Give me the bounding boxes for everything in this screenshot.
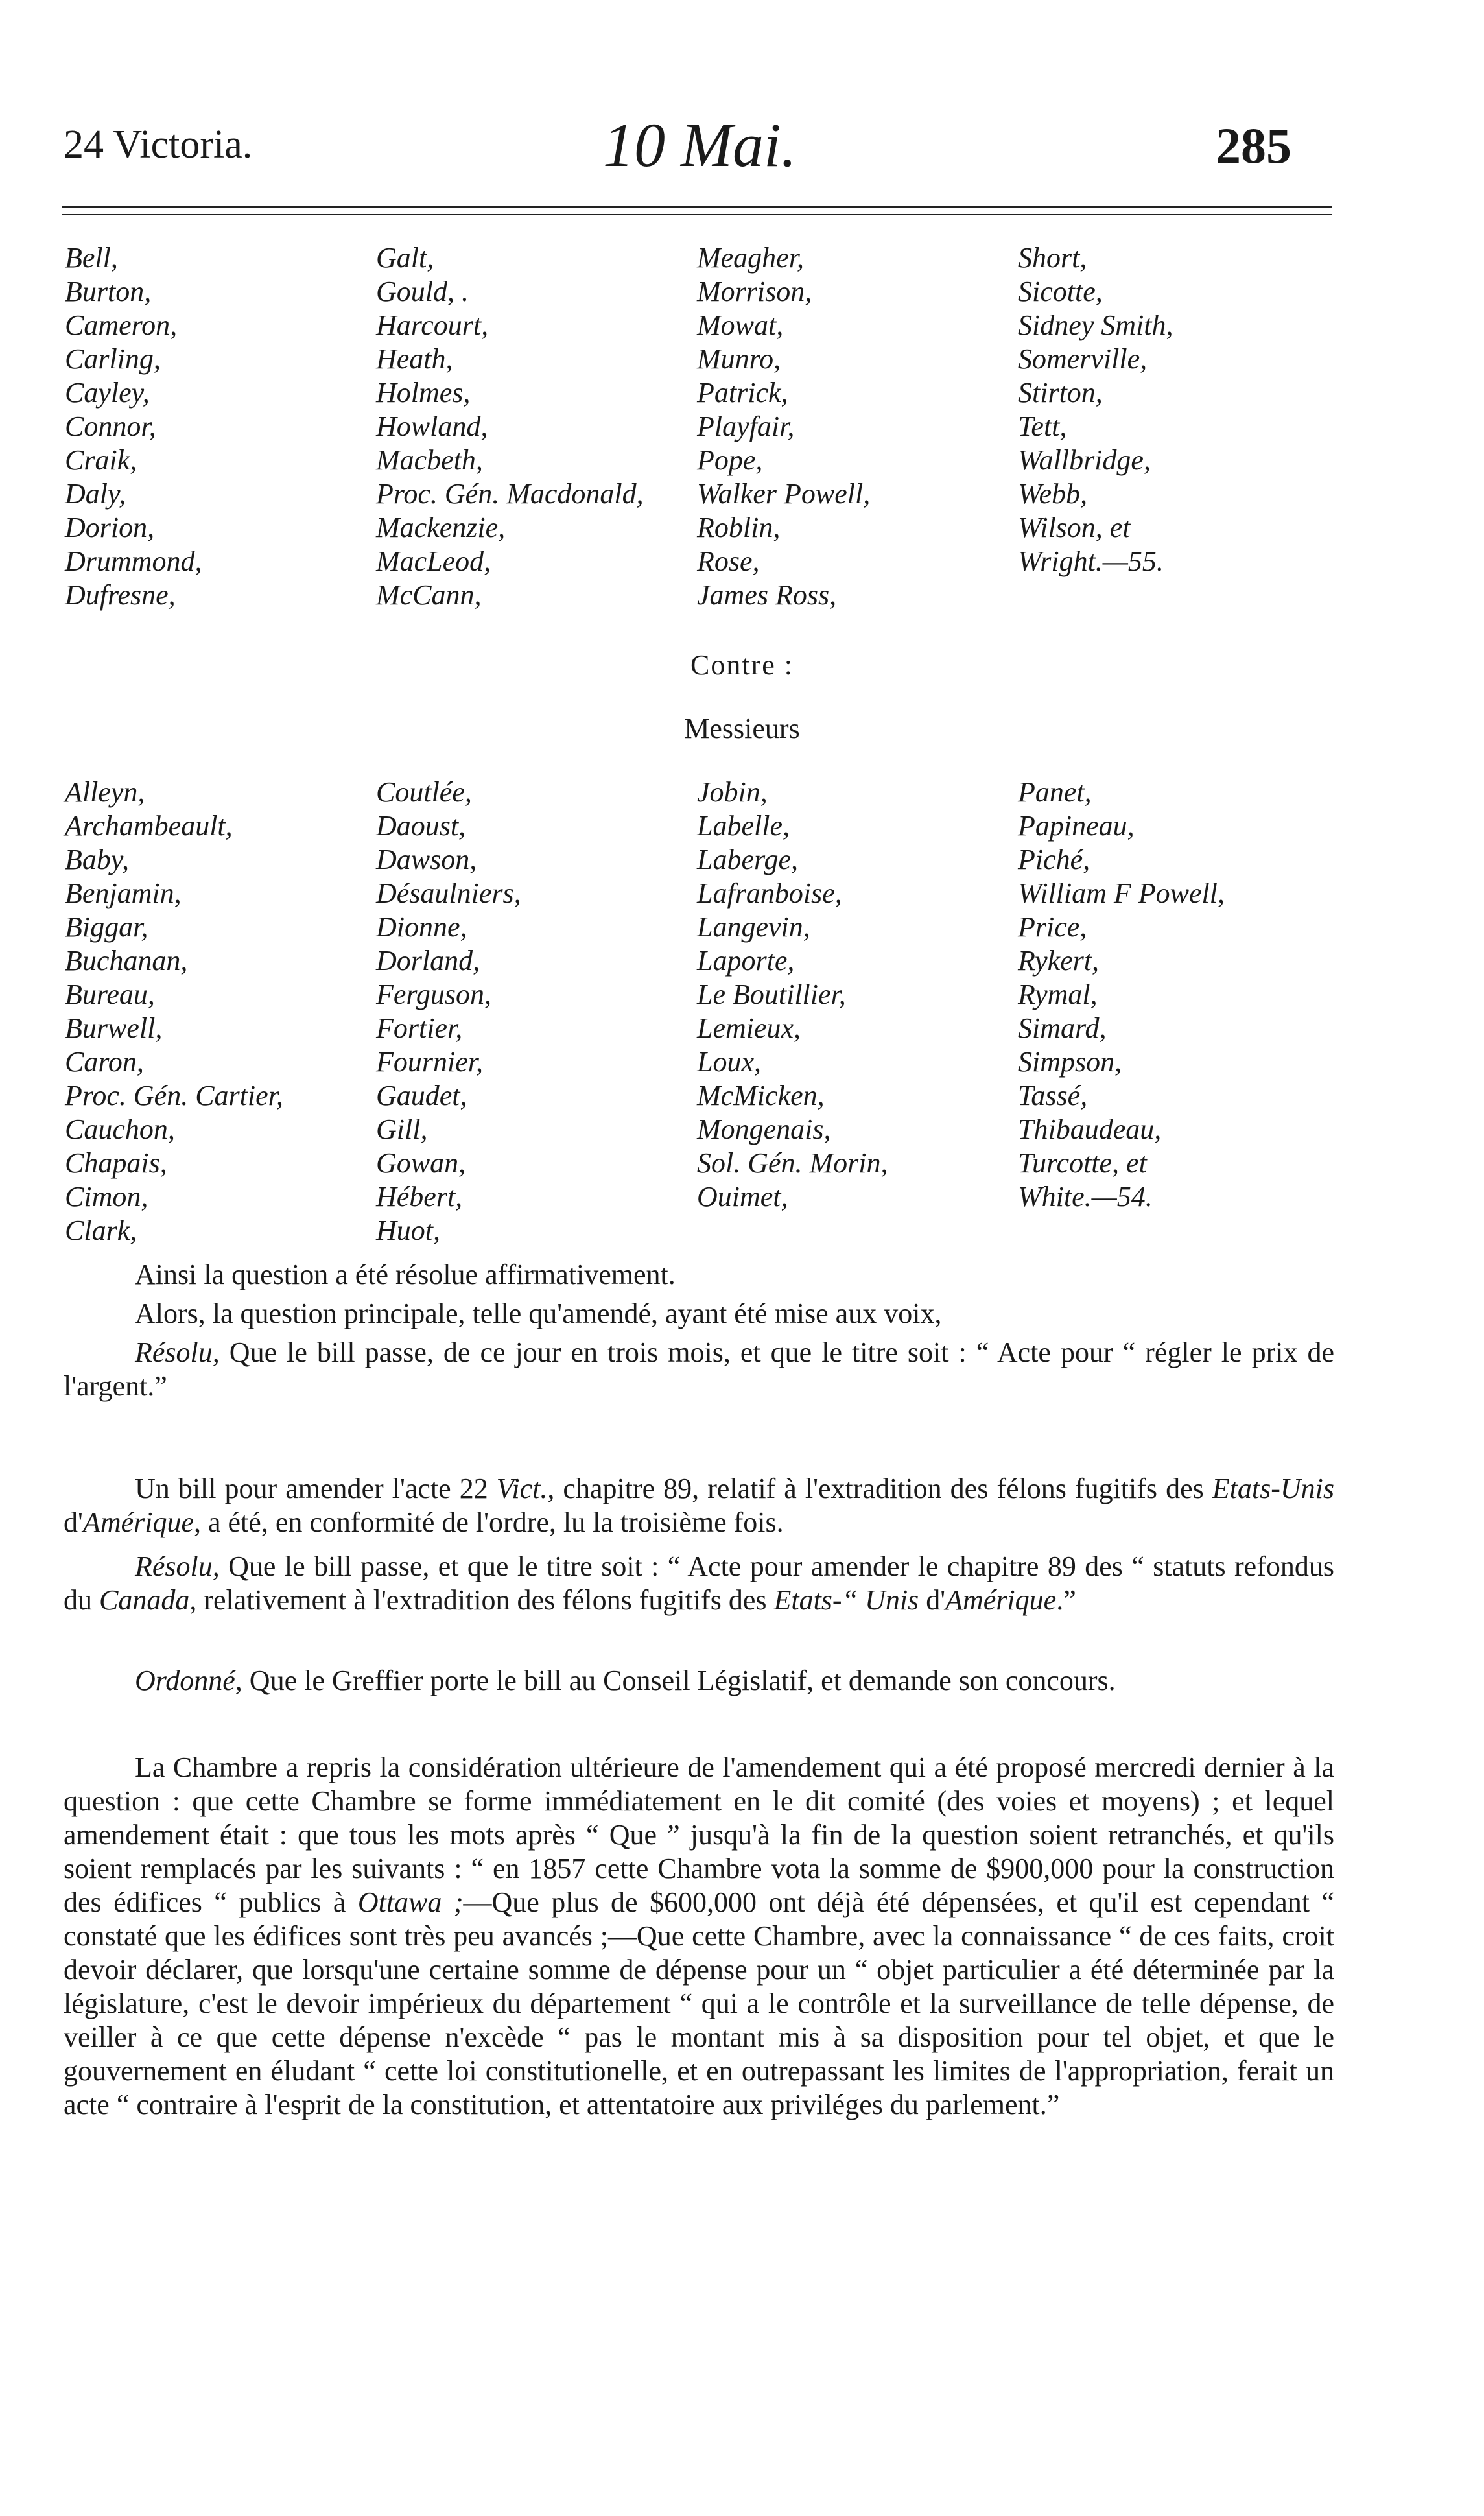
list-item: Munro,: [697, 343, 781, 375]
resolu-label: Résolu,: [135, 1336, 220, 1368]
text-run: , chapitre 89, relatif à l'extradition des félons fugitifs des: [547, 1473, 1212, 1504]
list-item: Papineau,: [1018, 810, 1135, 842]
header-rule-top: [62, 206, 1332, 208]
messieurs-heading: Messieurs: [684, 713, 800, 744]
contre-column-1: [65, 776, 283, 1248]
text-run: La Chambre a repris la considération ultérieure de l'amendement qui a été proposé mercredi dernier à la question : que cette Chambre se forme immédiatement en le dit comité (des voies et moyens) ; et lequel amendement était : que tous les mots après “ Que ” jusqu'à la fin de la question soient retranchés, et qu'ils soient remplacés par les suivants : “ en 1857 cette Chambre vota la somme de $900,000 pour la construction des édifices “ publics à: [64, 1751, 1334, 1918]
list-item: Dawson,: [376, 844, 477, 875]
list-item: Labelle,: [697, 810, 790, 842]
list-item: Lemieux,: [697, 1012, 801, 1044]
text-run: d': [919, 1584, 946, 1616]
list-item: Langevin,: [697, 911, 810, 943]
list-item: Rymal,: [1018, 979, 1098, 1010]
paragraph-main-question: Alors, la question principale, telle qu'amendé, ayant été mise aux voix,: [135, 1298, 942, 1329]
list-item: Wallbridge,: [1018, 444, 1151, 476]
list-item: Désaulniers,: [376, 877, 521, 909]
list-item: Stirton,: [1018, 377, 1103, 409]
list-item: Carling,: [65, 343, 161, 375]
list-item: Dionne,: [376, 911, 467, 943]
list-item: Heath,: [376, 343, 453, 375]
list-item: Sol. Gén. Morin,: [697, 1147, 888, 1179]
text-run: Etats-“ Unis: [773, 1584, 919, 1616]
list-item: Cauchon,: [65, 1113, 175, 1145]
list-item: Bell,: [65, 242, 118, 274]
header-left: 24 Victoria.: [64, 123, 253, 167]
list-item: Playfair,: [697, 410, 795, 442]
list-item: Cameron,: [65, 309, 178, 341]
list-item: Mackenzie,: [376, 512, 506, 543]
resolu-text: Que le bill passe, de ce jour en trois mois, et que le titre soit : “ Acte pour “ régler le prix de l'argent.”: [64, 1336, 1334, 1402]
contre-column-2: [376, 776, 521, 1248]
list-item: McMicken,: [697, 1080, 825, 1111]
page-number: 285: [1216, 117, 1291, 174]
list-item: Burton,: [65, 276, 152, 307]
list-item: Cimon,: [65, 1181, 148, 1213]
list-item: Gould, .: [376, 276, 469, 307]
list-item: Clark,: [65, 1215, 137, 1246]
list-item: Price,: [1018, 911, 1087, 943]
ordonne-label: Ordonné,: [135, 1665, 242, 1696]
list-item: James Ross,: [697, 579, 837, 611]
list-item: Craik,: [65, 444, 137, 476]
list-item: Daly,: [65, 478, 126, 510]
text-run: Etats-Unis: [1212, 1473, 1335, 1504]
paragraph-ordonne: [64, 1664, 1334, 1698]
list-item: Fortier,: [376, 1012, 463, 1044]
list-item: Rykert,: [1018, 945, 1100, 977]
list-item: Hébert,: [376, 1181, 463, 1213]
list-item: Coutlée,: [376, 776, 472, 808]
list-item: Wilson, et: [1018, 512, 1131, 543]
list-item: Proc. Gén. Macdonald,: [376, 478, 644, 510]
list-item: Fournier,: [376, 1046, 483, 1078]
text-run: .”: [1056, 1584, 1076, 1616]
list-item: Mongenais,: [697, 1113, 831, 1145]
text-run: Ottawa ;: [357, 1886, 464, 1918]
running-header: [0, 109, 1484, 180]
list-item: MacLeod,: [376, 545, 491, 577]
pour-column-4: [1018, 241, 1173, 578]
list-item: Patrick,: [697, 377, 788, 409]
list-item: Simard,: [1018, 1012, 1107, 1044]
list-item: William F Powell,: [1018, 877, 1225, 909]
list-item: Le Boutillier,: [697, 979, 846, 1010]
list-item: McCann,: [376, 579, 482, 611]
list-item: Tett,: [1018, 410, 1067, 442]
pour-column-3: [697, 241, 870, 612]
list-item: Panet,: [1018, 776, 1092, 808]
text-run: Amérique: [82, 1506, 194, 1538]
list-item: Biggar,: [65, 911, 148, 943]
header-date-text: 10 Mai.: [603, 110, 797, 180]
list-item: Laberge,: [697, 844, 799, 875]
list-item: Pope,: [697, 444, 763, 476]
list-item: Benjamin,: [65, 877, 182, 909]
text-run: Vict.: [496, 1473, 548, 1504]
pour-column-2: [376, 241, 644, 612]
list-item: Gaudet,: [376, 1080, 467, 1111]
text-run: Amérique: [945, 1584, 1057, 1616]
contre-column-3: [697, 776, 888, 1214]
list-item: Simpson,: [1018, 1046, 1122, 1078]
list-item: Piché,: [1018, 844, 1090, 875]
text-run: Que le bill passe, et que le titre soit : “ Acte pour amender le chapitre 89 des “ statuts refondus du: [64, 1550, 1334, 1616]
list-item: Mowat,: [697, 309, 784, 341]
list-item: Caron,: [65, 1046, 144, 1078]
list-item: Turcotte, et: [1018, 1147, 1147, 1179]
contre-column-4: [1018, 776, 1225, 1214]
contre-heading: Contre :: [690, 649, 794, 681]
list-item: Roblin,: [697, 512, 781, 543]
list-item: Morrison,: [697, 276, 812, 307]
list-item: Bureau,: [65, 979, 155, 1010]
list-item: Ouimet,: [697, 1181, 788, 1213]
paragraph-resolu-1: [64, 1336, 1334, 1403]
list-item: Buchanan,: [65, 945, 188, 977]
list-item: Webb,: [1018, 478, 1088, 510]
list-item: Burwell,: [65, 1012, 163, 1044]
list-item: Loux,: [697, 1046, 761, 1078]
pour-column-1: [65, 241, 202, 612]
list-item: Tassé,: [1018, 1080, 1088, 1111]
list-item: Galt,: [376, 242, 434, 274]
list-item: Huot,: [376, 1215, 440, 1246]
list-item: White.—54.: [1018, 1181, 1153, 1213]
list-item: Proc. Gén. Cartier,: [65, 1080, 283, 1111]
header-date: [603, 109, 797, 181]
list-item: Ferguson,: [376, 979, 492, 1010]
list-item: Gill,: [376, 1113, 428, 1145]
list-item: Holmes,: [376, 377, 471, 409]
list-item: Gowan,: [376, 1147, 466, 1179]
resolu-label: Résolu,: [135, 1550, 220, 1582]
list-item: Walker Powell,: [697, 478, 871, 510]
list-item: Jobin,: [697, 776, 768, 808]
list-item: Archambeault,: [65, 810, 233, 842]
list-item: Dorland,: [376, 945, 480, 977]
list-item: Laporte,: [697, 945, 795, 977]
text-run: d': [64, 1506, 83, 1538]
list-item: Connor,: [65, 410, 156, 442]
list-item: Wright.—55.: [1018, 545, 1164, 577]
list-item: Chapais,: [65, 1147, 167, 1179]
list-item: Macbeth,: [376, 444, 483, 476]
list-item: Somerville,: [1018, 343, 1148, 375]
list-item: Lafranboise,: [697, 877, 842, 909]
list-item: Harcourt,: [376, 309, 489, 341]
list-item: Short,: [1018, 242, 1087, 274]
text-run: —Que plus de $600,000 ont déjà été dépensées, et qu'il est cependant “ constaté que les édifices sont très peu avancés ;—Que cette Chambre, avec la connaissance “ de ces faits, croit devoir déclarer, que lorsqu'une certaine somme de dépense pour un “ objet particulier a été déterminée par la législature, c'est le devoir impérieux du département “ qui a le contrôle et la surveillance de telle dépense, de veiller à ce que cette dépense n'excède “ pas le montant mis à sa disposition pour tel objet, et que le gouvernement en éludant “ cette loi constitutionelle, et en outrepassant les limites de l'appropriation, ferait un acte “ contraire à l'esprit de la constitution, et attentatoire aux priviléges du parlement.”: [64, 1886, 1334, 2120]
list-item: Sidney Smith,: [1018, 309, 1173, 341]
paragraph-result: Ainsi la question a été résolue affirmativement.: [135, 1259, 676, 1290]
list-item: Thibaudeau,: [1018, 1113, 1162, 1145]
text-run: Un bill pour amender l'acte 22: [135, 1473, 497, 1504]
list-item: Drummond,: [65, 545, 202, 577]
list-item: Cayley,: [65, 377, 150, 409]
paragraph-bill-extradition: [64, 1472, 1334, 1539]
list-item: Howland,: [376, 410, 488, 442]
list-item: Baby,: [65, 844, 129, 875]
text-run: , relativement à l'extradition des félons fugitifs des: [189, 1584, 774, 1616]
list-item: Sicotte,: [1018, 276, 1103, 307]
list-item: Rose,: [697, 545, 760, 577]
list-item: Dufresne,: [65, 579, 176, 611]
list-item: Dorion,: [65, 512, 155, 543]
text-run: , a été, en conformité de l'ordre, lu la troisième fois.: [194, 1506, 784, 1538]
header-rule-bottom: [62, 214, 1332, 215]
paragraph-amendement: [64, 1751, 1334, 2122]
list-item: Meagher,: [697, 242, 804, 274]
paragraph-resolu-2: [64, 1550, 1334, 1617]
list-item: Daoust,: [376, 810, 466, 842]
text-run: Que le Greffier porte le bill au Conseil Législatif, et demande son concours.: [242, 1665, 1116, 1696]
list-item: Alleyn,: [65, 776, 145, 808]
text-run: Canada: [99, 1584, 190, 1616]
